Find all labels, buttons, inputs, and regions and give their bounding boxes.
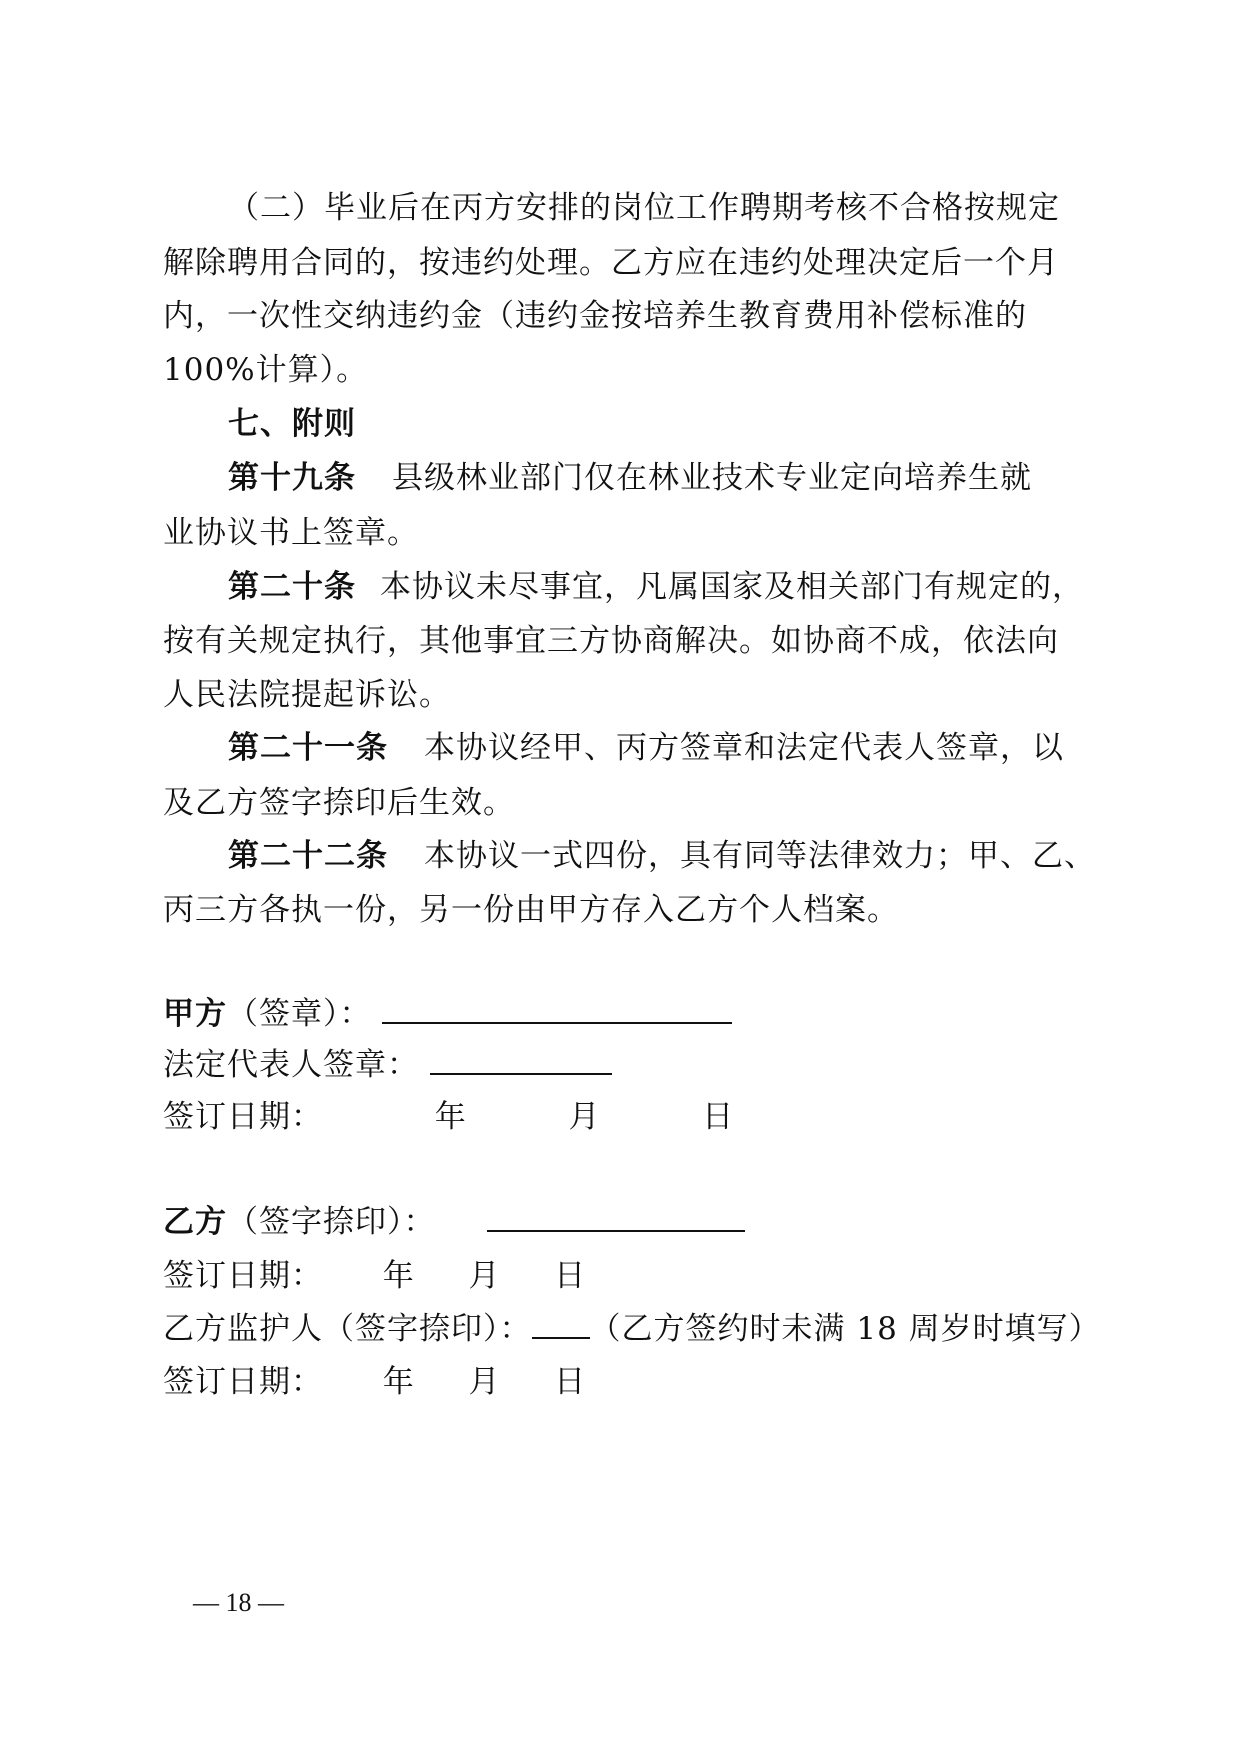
party-b-date-line bbox=[163, 1256, 586, 1296]
article-21-title: 第二十一条 bbox=[228, 730, 388, 766]
party-a-signature-line bbox=[163, 994, 732, 1034]
party-b-label: 乙方 bbox=[163, 1204, 227, 1240]
para-item2-line3: 内，一次性交纳违约金（违约金按培养生教育费用补偿标准的 bbox=[163, 298, 1027, 334]
para-item2-line4: 100%计算）。 bbox=[163, 352, 369, 388]
article-20-line1 bbox=[228, 567, 1084, 607]
party-a-day: 日 bbox=[702, 1099, 735, 1135]
article-22-text1: 本协议一式四份，具有同等法律效力；甲、乙、 bbox=[424, 838, 1096, 874]
article-21-line1 bbox=[228, 728, 1064, 768]
article-19-line2: 业协议书上签章。 bbox=[163, 515, 419, 551]
party-a-date-label: 签订日期： bbox=[163, 1099, 323, 1135]
party-a-rep-label: 法定代表人签章： bbox=[163, 1047, 419, 1083]
party-a-rep-signature-field[interactable] bbox=[430, 1047, 612, 1075]
article-20-text1: 本协议未尽事宜，凡属国家及相关部门有规定的， bbox=[380, 569, 1084, 605]
guardian-signature-field[interactable] bbox=[532, 1311, 590, 1339]
party-b-label-rest: （签字捺印）： bbox=[227, 1204, 436, 1240]
guardian-note: （乙方签约时未满 18 周岁时填写） bbox=[589, 1311, 1101, 1347]
party-b-date-label: 签订日期： bbox=[163, 1258, 323, 1294]
page-number: — 18 — bbox=[193, 1588, 284, 1617]
article-22-line2: 丙三方各执一份，另一份由甲方存入乙方个人档案。 bbox=[163, 892, 899, 928]
party-a-signature-field[interactable] bbox=[382, 996, 732, 1024]
article-19-title: 第十九条 bbox=[228, 460, 356, 496]
party-a-month: 月 bbox=[568, 1099, 601, 1135]
guardian-date-label: 签订日期： bbox=[163, 1364, 323, 1400]
party-a-label: 甲方 bbox=[163, 996, 227, 1032]
para-item2-line1: （二）毕业后在丙方安排的岗位工作聘期考核不合格按规定 bbox=[228, 190, 1060, 226]
article-22-title: 第二十二条 bbox=[228, 838, 388, 874]
party-b-signature-field[interactable] bbox=[487, 1204, 745, 1232]
article-20-line3: 人民法院提起诉讼。 bbox=[163, 677, 451, 713]
article-19-text1: 县级林业部门仅在林业技术专业定向培养生就 bbox=[392, 460, 1032, 496]
party-b-year: 年 bbox=[382, 1258, 415, 1294]
article-21-text1: 本协议经甲、丙方签章和法定代表人签章，以 bbox=[424, 730, 1064, 766]
party-a-rep-line bbox=[163, 1045, 612, 1085]
party-b-month: 月 bbox=[468, 1258, 501, 1294]
guardian-year: 年 bbox=[382, 1364, 415, 1400]
guardian-month: 月 bbox=[468, 1364, 501, 1400]
guardian-day: 日 bbox=[554, 1364, 587, 1400]
article-21-line2: 及乙方签字捺印后生效。 bbox=[163, 785, 515, 821]
guardian-label: 乙方监护人（签字捺印）： bbox=[163, 1311, 532, 1347]
article-20-title: 第二十条 bbox=[228, 569, 356, 605]
article-20-line2: 按有关规定执行，其他事宜三方协商解决。如协商不成，依法向 bbox=[163, 623, 1059, 659]
party-b-day: 日 bbox=[554, 1258, 587, 1294]
party-a-date-line bbox=[163, 1097, 734, 1137]
party-a-year: 年 bbox=[434, 1099, 467, 1135]
section-heading: 七、附则 bbox=[228, 406, 356, 442]
party-b-signature-line bbox=[163, 1202, 745, 1242]
party-a-label-rest: （签章）： bbox=[227, 996, 372, 1032]
article-22-line1 bbox=[228, 836, 1096, 876]
guardian-signature-line bbox=[163, 1309, 1101, 1349]
article-19-line1 bbox=[228, 458, 1032, 498]
guardian-date-line bbox=[163, 1362, 586, 1402]
para-item2-line2: 解除聘用合同的，按违约处理。乙方应在违约处理决定后一个月 bbox=[163, 245, 1059, 281]
